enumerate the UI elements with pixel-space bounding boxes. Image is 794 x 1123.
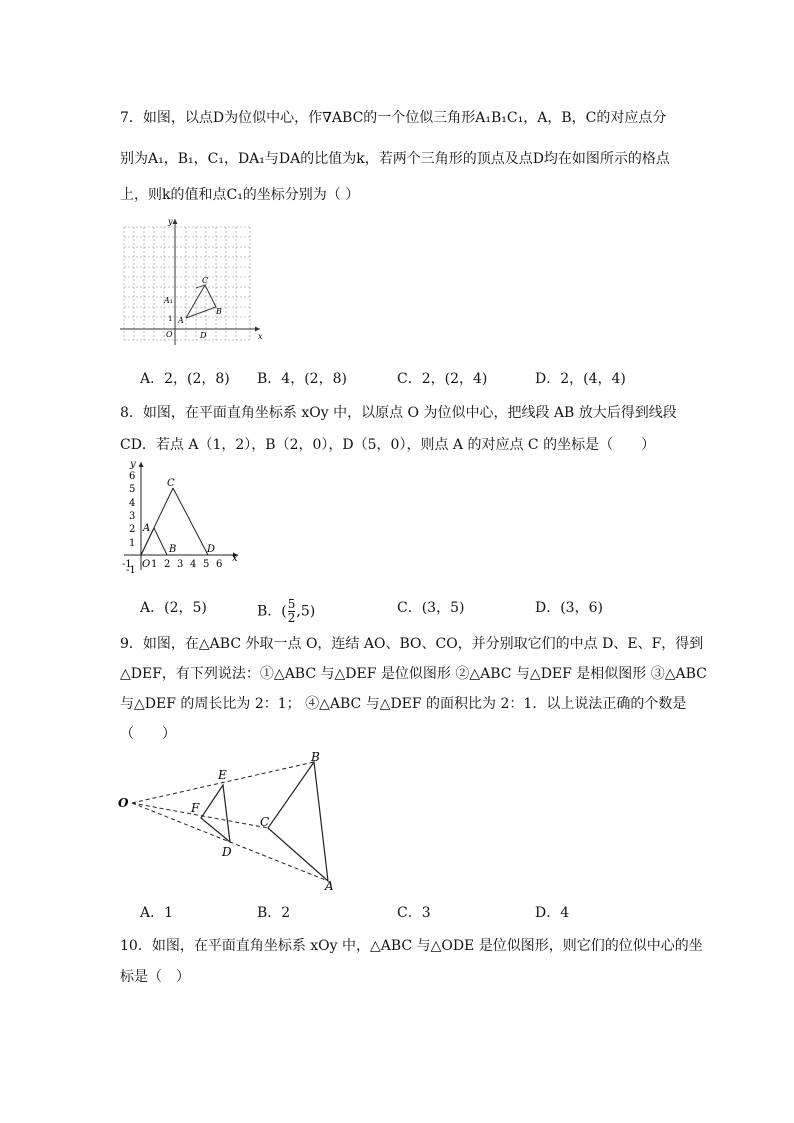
- q8-label-A: A: [143, 523, 151, 534]
- q8-line-1: 8．如图，在平面直角坐标系 xOy 中，以原点 O 为位似中心，把线段 AB 放大后得到线段: [120, 405, 677, 421]
- q9-homothety-figure: [115, 748, 345, 893]
- q8-label-D: D: [207, 544, 216, 555]
- q9-line-3: 与△DEF 的周长比为 2：1； ④△ABC 与△DEF 的面积比为 2：1．以上说法正确的个数是: [120, 696, 687, 712]
- q7-label-one: 1: [168, 315, 173, 323]
- q8-label-B: B: [169, 544, 177, 555]
- q8-xtick-6: 6: [216, 559, 223, 570]
- q10-line-2: 标是（ ）: [120, 969, 190, 985]
- q7-line-2: 别为A₁，B₁，C₁，DA₁与DA的比值为k，若两个三角形的顶点及点D均在如图所示的格点: [120, 151, 670, 167]
- q7-option-d: D．2，(4，4): [535, 371, 626, 387]
- q7-option-c: C．2，(2，4): [397, 371, 488, 387]
- q9-label-E: E: [218, 768, 227, 782]
- q9-label-C: C: [260, 815, 270, 829]
- q9-option-c: C．3: [397, 905, 431, 921]
- q8-xtick-1: 1: [151, 559, 158, 570]
- q8-xtick-2: 2: [164, 559, 171, 570]
- q8-ytick-4: 4: [129, 498, 136, 509]
- q7-label-x: x: [258, 332, 263, 341]
- q7-label-A1: A₁: [164, 296, 173, 305]
- q7-label-y: y: [168, 217, 173, 226]
- q8-label-C: C: [167, 478, 175, 489]
- q8-ytick-3: 3: [129, 511, 136, 522]
- q8-option-b: [257, 598, 315, 625]
- q9-label-B: B: [311, 750, 320, 764]
- q7-option-a: A．2，(2，8): [140, 371, 230, 387]
- q8-ytick-5: 5: [129, 484, 136, 495]
- q9-label-O: O: [118, 796, 129, 810]
- q8-ytick-2: 2: [129, 524, 136, 535]
- q8-option-b-prefix: B．(: [257, 603, 287, 620]
- q9-line-1: 9．如图，在△ABC 外取一点 O，连结 AO、BO、CO，并分别取它们的中点 D、E、F，得到: [120, 636, 704, 652]
- q8-line-2: CD．若点 A（1，2），B（2，0），D（5，0），则点 A 的对应点 C 的坐标是（ ）: [120, 437, 656, 453]
- q7-label-A: A: [178, 316, 184, 325]
- q9-label-A: A: [325, 879, 334, 893]
- q7-label-O: O: [166, 330, 173, 339]
- q8-option-a: A．(2，5): [140, 600, 207, 616]
- q9-label-D: D: [222, 845, 232, 859]
- q8-option-b-suffix: ,5): [296, 603, 316, 620]
- q8-option-d: D．(3，6): [535, 600, 603, 616]
- q8-option-b-numerator: 5: [287, 597, 296, 611]
- q9-option-d: D．4: [535, 905, 570, 921]
- q8-label-y: y: [130, 459, 136, 470]
- q8-label-x: x: [232, 553, 238, 564]
- q7-line-3: 上，则k的值和点C₁的坐标分别为（ ）: [120, 187, 360, 203]
- q8-ytick-1: 1: [129, 538, 136, 549]
- q8-coordinate-figure: [116, 458, 246, 578]
- q8-label-O: O: [142, 559, 151, 570]
- q8-ytick-neg1: -1: [126, 565, 136, 576]
- q9-line-2: △DEF，有下列说法：①△ABC 与△DEF 是位似图形 ②△ABC 与△DEF 是相似图形 ③△ABC: [120, 666, 707, 682]
- q8-ytick-6: 6: [129, 471, 136, 482]
- q7-label-B: B: [216, 307, 222, 316]
- q7-label-C: C: [202, 276, 209, 285]
- q8-xtick-neg1: -1: [122, 559, 132, 570]
- q8-xtick-5: 5: [203, 559, 210, 570]
- q7-grid-figure: [118, 215, 268, 347]
- q7-label-D: D: [200, 331, 207, 340]
- q8-option-b-denominator: 2: [287, 611, 296, 625]
- q9-line-4: （ ）: [120, 726, 176, 742]
- q8-option-c: C．(3，5): [397, 600, 465, 616]
- q7-line-1: 7．如图，以点D为位似中心，作∇ABC的一个位似三角形A₁B₁C₁，A，B，C的对应点分: [120, 110, 667, 126]
- q7-option-b: B．4，(2，8): [257, 371, 347, 387]
- q10-line-1: 10．如图，在平面直角坐标系 xOy 中，△ABC 与△ODE 是位似图形，则它们的位似中心的坐: [120, 938, 703, 954]
- q8-xtick-3: 3: [177, 559, 184, 570]
- q8-xtick-4: 4: [190, 559, 197, 570]
- q9-option-b: B．2: [257, 905, 291, 921]
- q9-label-F: F: [191, 801, 200, 815]
- q9-option-a: A．1: [140, 905, 174, 921]
